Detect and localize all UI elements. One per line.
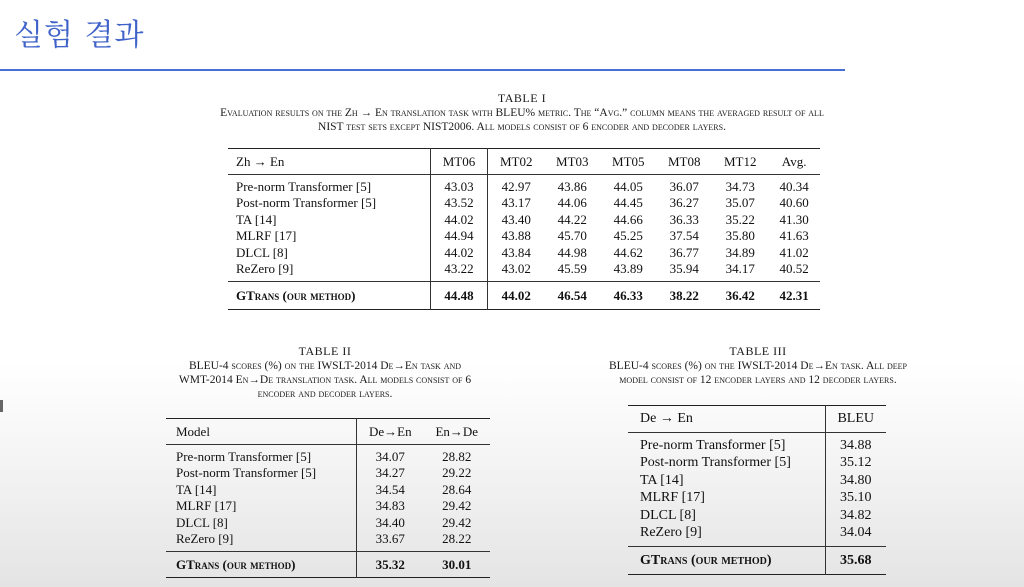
table-cell: 29.42 xyxy=(442,498,472,514)
table1-header-cell: MT02 xyxy=(488,149,545,175)
table-cell: 29.22 xyxy=(442,465,472,481)
table-cell: 30.01 xyxy=(424,552,490,578)
table-row xyxy=(166,482,490,499)
table1-caption-line2: NIST test sets except NIST2006. All models consist of 6 encoder and decoder layers. xyxy=(318,121,726,133)
table-cell: 37.54 xyxy=(669,228,699,244)
table-cell: 38.22 xyxy=(656,282,712,310)
table-cell: Pre-norm Transformer [5] xyxy=(166,445,357,466)
table-cell: 40.34 xyxy=(779,179,809,194)
table-cell: 44.02 xyxy=(430,212,487,229)
table-cell: 44.02 xyxy=(430,245,487,262)
table-cell: 44.06 xyxy=(557,195,587,211)
table2-header-cell: De→En xyxy=(357,419,424,445)
table-cell: 41.63 xyxy=(779,228,809,244)
table-cell: TA [14] xyxy=(166,482,357,499)
table-cell: 29.42 xyxy=(442,514,472,530)
table1-header-row xyxy=(228,149,820,175)
title-underline xyxy=(0,69,845,71)
table-cell: 44.98 xyxy=(557,244,587,260)
table-cell: 34.27 xyxy=(375,465,405,481)
table-cell: MLRF [17] xyxy=(228,228,430,245)
table-cell: MLRF [17] xyxy=(166,498,357,515)
table-row xyxy=(628,472,886,490)
table-row xyxy=(628,490,886,508)
table-row xyxy=(228,245,820,262)
table1-number: TABLE I xyxy=(497,91,547,105)
table2-caption-line1: BLEU-4 scores (%) on the IWSLT-2014 De→En task and xyxy=(188,360,462,372)
table-cell: DLCL [8] xyxy=(166,515,357,532)
table-row xyxy=(166,531,490,552)
table3 xyxy=(628,405,886,575)
table-cell: 40.60 xyxy=(779,195,809,211)
table1-caption-line1: Evaluation results on the Zh → En translation task with BLEU% metric. The “Avg.” column means the averaged result of all xyxy=(220,107,824,119)
table-row xyxy=(628,433,886,455)
table-cell: 45.70 xyxy=(557,228,587,244)
table-row xyxy=(628,507,886,525)
table-cell: DLCL [8] xyxy=(228,245,430,262)
table-row-best xyxy=(166,552,490,578)
table3-caption-line2: model consist of 12 encoder layers and 12 decoder layers. xyxy=(619,374,897,386)
table-cell: 45.25 xyxy=(613,228,643,244)
table-cell: 36.07 xyxy=(669,179,699,194)
table-cell: 42.97 xyxy=(501,179,531,194)
table-cell: MLRF [17] xyxy=(628,490,825,508)
table-cell: 43.89 xyxy=(613,261,643,276)
table-cell: 44.94 xyxy=(430,228,487,245)
table1-caption xyxy=(70,91,974,134)
table-row xyxy=(228,212,820,229)
table-cell: 35.07 xyxy=(725,195,755,211)
table1-header-cell: MT03 xyxy=(544,149,600,175)
table-cell: Post-norm Transformer [5] xyxy=(228,195,430,212)
table-row xyxy=(228,175,820,196)
table-cell: 43.02 xyxy=(501,261,531,276)
table-cell: 35.32 xyxy=(357,552,424,578)
table-cell: 34.04 xyxy=(840,524,872,540)
table-row xyxy=(228,195,820,212)
table-cell: 36.33 xyxy=(669,211,699,227)
table-cell: 43.84 xyxy=(501,244,531,260)
table-cell: 43.03 xyxy=(430,175,487,196)
table2-header-cell: En→De xyxy=(424,419,490,445)
table-cell: 41.02 xyxy=(779,244,809,260)
table-cell: TA [14] xyxy=(628,472,825,490)
table-cell: 43.86 xyxy=(557,179,587,194)
table1-header-cell: MT05 xyxy=(600,149,656,175)
table2-caption-line3: encoder and decoder layers. xyxy=(257,388,393,400)
table-cell: 34.80 xyxy=(840,472,872,488)
table-row xyxy=(228,228,820,245)
table-cell: 34.89 xyxy=(725,244,755,260)
table-cell: 45.59 xyxy=(557,261,587,276)
table-cell: 34.17 xyxy=(725,261,755,276)
table-cell: 35.10 xyxy=(840,490,872,506)
table2 xyxy=(166,418,490,578)
table-cell: 33.67 xyxy=(375,531,405,546)
table1-header-cell: Avg. xyxy=(768,149,820,175)
table-row-best xyxy=(228,282,820,310)
table2-header-cell: Model xyxy=(166,419,357,445)
table-cell: TA [14] xyxy=(228,212,430,229)
table-cell: 43.17 xyxy=(501,195,531,211)
table2-header-row xyxy=(166,419,490,445)
table-cell: 34.82 xyxy=(840,507,872,523)
table-cell: Pre-norm Transformer [5] xyxy=(228,175,430,196)
table-cell: 34.88 xyxy=(840,438,872,454)
table3-caption xyxy=(548,344,968,387)
table-cell: Post-norm Transformer [5] xyxy=(628,455,825,473)
table-cell: 41.30 xyxy=(779,211,809,227)
table-cell: 36.77 xyxy=(669,244,699,260)
table3-caption-line1: BLEU-4 scores (%) on the IWSLT-2014 De→En task. All deep xyxy=(609,360,907,372)
table-cell: 43.88 xyxy=(501,228,531,244)
table3-header-cell: BLEU xyxy=(825,406,886,433)
table-cell: Pre-norm Transformer [5] xyxy=(628,433,825,455)
table3-header-cell: De → En xyxy=(628,406,825,433)
table-cell: 35.22 xyxy=(725,211,755,227)
table-cell: 35.12 xyxy=(840,455,872,471)
table-cell: 28.22 xyxy=(442,531,472,546)
table-cell: 43.52 xyxy=(430,195,487,212)
table-cell: 34.73 xyxy=(725,179,755,194)
table-row xyxy=(166,465,490,482)
table-cell: 36.42 xyxy=(712,282,768,310)
table-cell: GTrans (our method) xyxy=(166,552,357,578)
table-cell: 44.02 xyxy=(488,282,545,310)
table-row-best xyxy=(628,547,886,575)
table-cell: ReZero [9] xyxy=(166,531,357,552)
table-cell: 46.33 xyxy=(600,282,656,310)
table-cell: 40.52 xyxy=(779,261,809,276)
table-cell: ReZero [9] xyxy=(228,261,430,282)
table-cell: 46.54 xyxy=(544,282,600,310)
table3-header-row xyxy=(628,406,886,433)
table-cell: 44.22 xyxy=(557,211,587,227)
table-cell: ReZero [9] xyxy=(628,525,825,547)
slide-title: 실험 결과 xyxy=(14,18,145,53)
table-cell: 44.48 xyxy=(430,282,487,310)
table-cell: 34.07 xyxy=(375,449,405,464)
table-cell: 34.54 xyxy=(375,481,405,497)
table1-header-cell: Zh → En xyxy=(228,149,430,175)
table-cell: Post-norm Transformer [5] xyxy=(166,465,357,482)
table-cell: 44.45 xyxy=(613,195,643,211)
table-row xyxy=(228,261,820,282)
table-cell: 34.40 xyxy=(375,514,405,530)
table-cell: 35.80 xyxy=(725,228,755,244)
table1 xyxy=(228,148,820,310)
table-cell: 28.64 xyxy=(442,481,472,497)
table1-header-cell: MT06 xyxy=(430,149,487,175)
table-row xyxy=(166,498,490,515)
table-row xyxy=(628,525,886,547)
table-cell: 35.68 xyxy=(825,547,886,575)
table-cell: 43.40 xyxy=(501,211,531,227)
table-cell: 44.66 xyxy=(613,211,643,227)
table3-number: TABLE III xyxy=(729,344,787,358)
table-cell: 36.27 xyxy=(669,195,699,211)
table1-header-cell: MT08 xyxy=(656,149,712,175)
table2-caption xyxy=(120,344,530,401)
table-cell: 43.22 xyxy=(430,261,487,282)
table-cell: 34.83 xyxy=(375,498,405,514)
table-cell: 42.31 xyxy=(768,282,820,310)
table-row xyxy=(166,515,490,532)
table-cell: GTrans (our method) xyxy=(628,547,825,575)
table-cell: 44.05 xyxy=(613,179,643,194)
table-cell: 28.82 xyxy=(442,449,472,464)
table-row xyxy=(628,455,886,473)
table-cell: GTrans (our method) xyxy=(228,282,430,310)
table-cell: DLCL [8] xyxy=(628,507,825,525)
table2-number: TABLE II xyxy=(298,344,352,358)
table-cell: 44.62 xyxy=(613,244,643,260)
table-row xyxy=(166,445,490,466)
edge-mark xyxy=(0,400,3,412)
table2-caption-line2: WMT-2014 En→De translation task. All models consist of 6 xyxy=(178,374,472,386)
table-cell: 35.94 xyxy=(669,261,699,276)
table1-header-cell: MT12 xyxy=(712,149,768,175)
